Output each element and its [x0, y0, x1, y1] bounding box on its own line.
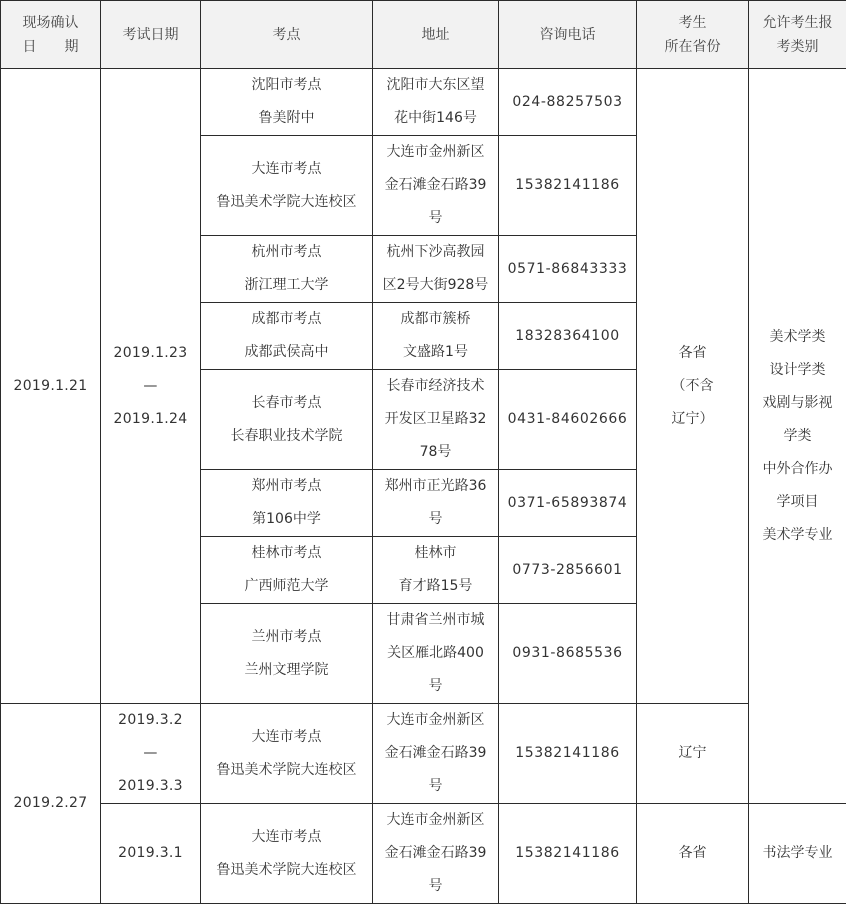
site-school: 长春职业技术学院: [204, 420, 369, 453]
address-line: 号: [376, 202, 495, 235]
address-line: 金石滩金石路39: [376, 737, 495, 770]
address-line: 号: [376, 670, 495, 703]
site-city: 兰州市考点: [204, 621, 369, 654]
site-school: 广西师范大学: [204, 570, 369, 603]
category-line: 学类: [752, 420, 843, 453]
site-city: 大连市考点: [204, 721, 369, 754]
phone-cell: 15382141186: [499, 804, 637, 904]
site-cell: [201, 470, 373, 537]
address-line: 78号: [376, 436, 495, 469]
category-cell: [749, 69, 846, 804]
exam-date-end: 2019.3.3: [104, 770, 197, 803]
exam-date-sep: —: [104, 370, 197, 403]
address-line: 开发区卫星路32: [376, 403, 495, 436]
province-line3: 辽宁）: [640, 403, 745, 436]
confirm-date-cell: 2019.2.27: [1, 704, 101, 904]
site-cell: [201, 136, 373, 236]
header-province: [637, 1, 749, 69]
phone-cell: 15382141186: [499, 704, 637, 804]
exam-date-cell: [101, 69, 201, 704]
header-confirm-date: [1, 1, 101, 69]
address-line: 号: [376, 503, 495, 536]
site-cell: [201, 537, 373, 604]
site-cell: [201, 303, 373, 370]
confirm-date-cell: 2019.1.21: [1, 69, 101, 704]
site-cell: [201, 370, 373, 470]
site-cell: [201, 804, 373, 904]
category-line: 学项目: [752, 486, 843, 519]
site-city: 成都市考点: [204, 303, 369, 336]
province-cell: [637, 69, 749, 704]
header-province-line1: 考生: [640, 11, 745, 35]
site-cell: [201, 236, 373, 303]
address-cell: [373, 303, 499, 370]
address-cell: [373, 604, 499, 704]
header-confirm-date-line2: 日 期: [4, 35, 97, 59]
address-cell: [373, 136, 499, 236]
site-city: 杭州市考点: [204, 236, 369, 269]
site-city: 沈阳市考点: [204, 69, 369, 102]
phone-cell: 0371-65893874: [499, 470, 637, 537]
exam-date-sep: —: [104, 737, 197, 770]
site-city: 大连市考点: [204, 153, 369, 186]
address-cell: [373, 370, 499, 470]
site-city: 桂林市考点: [204, 537, 369, 570]
site-school: 浙江理工大学: [204, 269, 369, 302]
exam-date-end: 2019.1.24: [104, 403, 197, 436]
site-school: 第106中学: [204, 503, 369, 536]
table-row: [1, 69, 846, 136]
site-school: 鲁迅美术学院大连校区: [204, 186, 369, 219]
header-category-line1: 允许考生报: [752, 11, 843, 35]
phone-cell: 0773-2856601: [499, 537, 637, 604]
phone-cell: 0931-8685536: [499, 604, 637, 704]
address-line: 金石滩金石路39: [376, 169, 495, 202]
phone-cell: 15382141186: [499, 136, 637, 236]
address-line: 号: [376, 770, 495, 803]
address-line: 文盛路1号: [376, 336, 495, 369]
address-line: 区2号大街928号: [376, 269, 495, 302]
category-line: 美术学专业: [752, 519, 843, 552]
header-address: 地址: [373, 1, 499, 69]
address-line: 长春市经济技术: [376, 370, 495, 403]
address-line: 甘肃省兰州市城: [376, 604, 495, 637]
address-cell: [373, 236, 499, 303]
address-line: 沈阳市大东区望: [376, 69, 495, 102]
address-cell: [373, 804, 499, 904]
phone-cell: 0431-84602666: [499, 370, 637, 470]
site-city: 郑州市考点: [204, 470, 369, 503]
header-exam-date: 考试日期: [101, 1, 201, 69]
site-school: 成都武侯高中: [204, 336, 369, 369]
exam-date-cell: 2019.3.1: [101, 804, 201, 904]
table-row: [1, 704, 846, 804]
site-school: 鲁迅美术学院大连校区: [204, 854, 369, 887]
address-line: 大连市金州新区: [376, 804, 495, 837]
category-line: 设计学类: [752, 354, 843, 387]
header-phone: 咨询电话: [499, 1, 637, 69]
exam-date-cell: [101, 704, 201, 804]
address-line: 大连市金州新区: [376, 704, 495, 737]
site-school: 兰州文理学院: [204, 654, 369, 687]
header-row: [1, 1, 846, 69]
exam-date-start: 2019.3.2: [104, 704, 197, 737]
site-city: 大连市考点: [204, 821, 369, 854]
address-line: 郑州市正光路36: [376, 470, 495, 503]
table-row: [1, 804, 846, 904]
site-cell: [201, 704, 373, 804]
site-cell: [201, 69, 373, 136]
phone-cell: 024-88257503: [499, 69, 637, 136]
address-line: 育才路15号: [376, 570, 495, 603]
address-cell: [373, 69, 499, 136]
header-province-line2: 所在省份: [640, 35, 745, 59]
header-category: [749, 1, 846, 69]
site-city: 长春市考点: [204, 387, 369, 420]
header-category-line2: 考类别: [752, 35, 843, 59]
phone-cell: 0571-86843333: [499, 236, 637, 303]
exam-date-start: 2019.1.23: [104, 337, 197, 370]
category-line: 戏剧与影视: [752, 387, 843, 420]
province-cell: 各省: [637, 804, 749, 904]
address-line: 成都市簇桥: [376, 303, 495, 336]
category-line: 中外合作办: [752, 453, 843, 486]
site-school: 鲁迅美术学院大连校区: [204, 754, 369, 787]
address-cell: [373, 704, 499, 804]
address-line: 花中街146号: [376, 102, 495, 135]
category-line: 美术学类: [752, 321, 843, 354]
category-cell: 书法学专业: [749, 804, 846, 904]
address-line: 杭州下沙高教园: [376, 236, 495, 269]
province-line1: 各省: [640, 337, 745, 370]
address-line: 号: [376, 870, 495, 903]
phone-cell: 18328364100: [499, 303, 637, 370]
header-confirm-date-line1: 现场确认: [4, 11, 97, 35]
address-cell: [373, 537, 499, 604]
header-site: 考点: [201, 1, 373, 69]
address-cell: [373, 470, 499, 537]
address-line: 大连市金州新区: [376, 136, 495, 169]
site-cell: [201, 604, 373, 704]
address-line: 桂林市: [376, 537, 495, 570]
address-line: 金石滩金石路39: [376, 837, 495, 870]
province-cell: 辽宁: [637, 704, 749, 804]
province-line2: （不含: [640, 370, 745, 403]
address-line: 关区雁北路400: [376, 637, 495, 670]
site-school: 鲁美附中: [204, 102, 369, 135]
